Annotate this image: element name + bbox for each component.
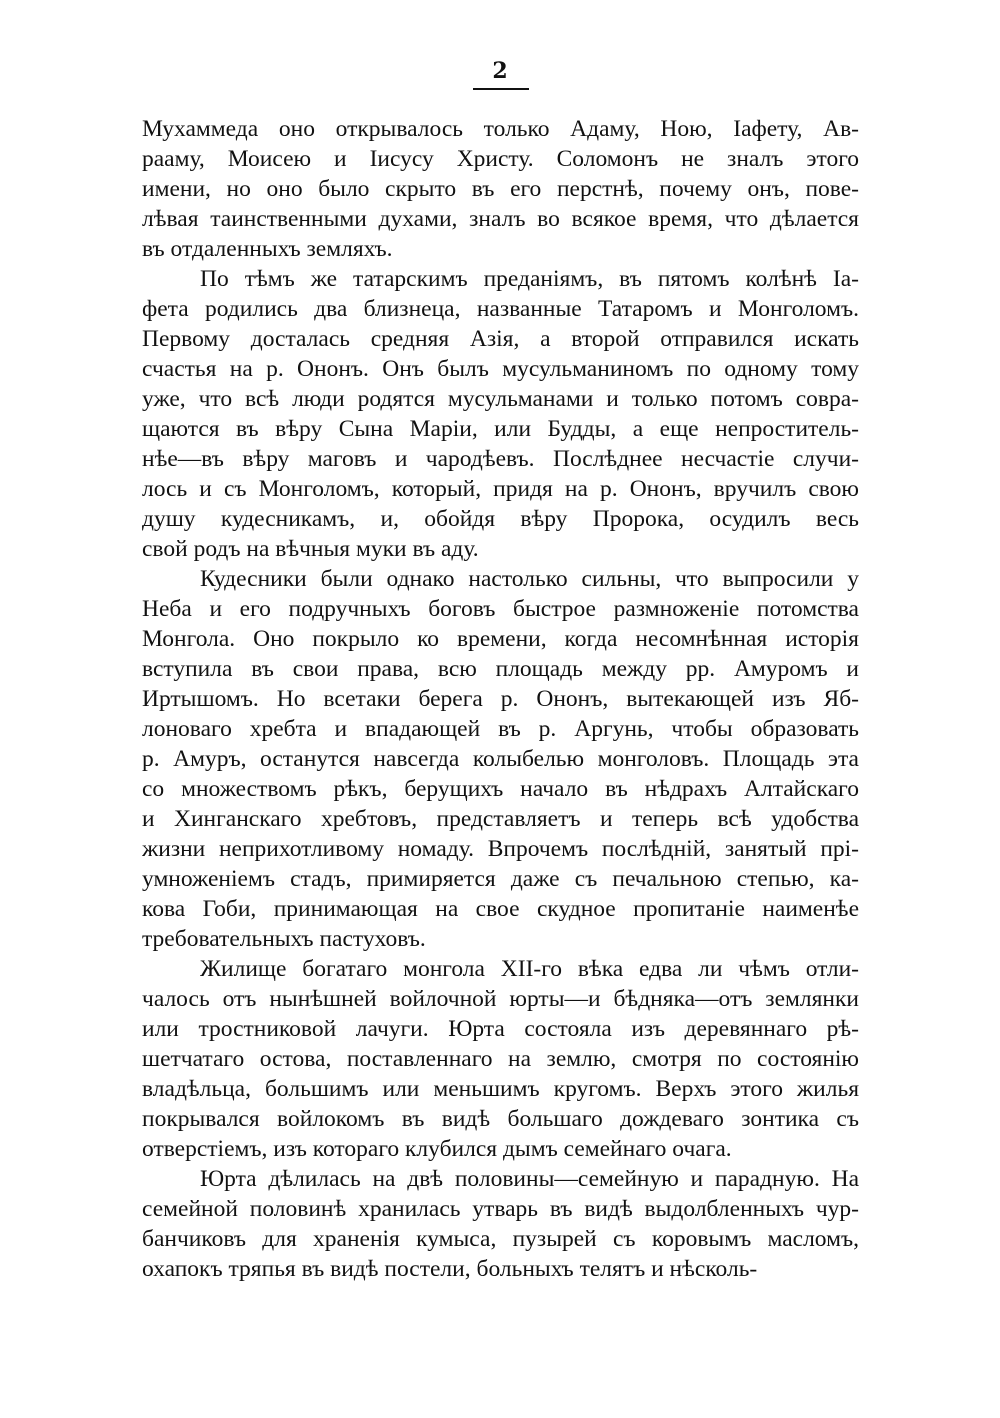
text-line: жизни неприхотливому номаду. Впрочемъ послѣдній, занятый прі- (142, 836, 859, 862)
text-line: чалось отъ нынѣшней войлочной юрты—и бѣдняка—отъ землянки (142, 986, 859, 1012)
text-line: Первому досталась средняя Азія, а второй отправился искать (142, 326, 859, 352)
text-line: щаются въ вѣру Сына Маріи, или Будды, а еще непроститель- (142, 416, 859, 442)
text-line: со множествомъ рѣкъ, берущихъ начало въ нѣдрахъ Алтайскаго (142, 776, 859, 802)
page-number: 2 (492, 58, 508, 84)
text-line: охапокъ тряпья въ видѣ постели, больныхъ телятъ и нѣсколь- (142, 1256, 758, 1282)
text-line: фета родились два близнеца, названные Татаромъ и Монголомъ. (142, 296, 859, 322)
text-line: свой родъ на вѣчныя муки въ аду. (142, 536, 479, 562)
text-line: Жилище богатаго монгола XII-го вѣка едва ли чѣмъ отли- (200, 956, 859, 982)
text-line: лоноваго хребта и впадающей въ р. Аргунь, чтобы образовать (142, 716, 859, 742)
text-line: Иртышомъ. Но всетаки берега р. Ононъ, вытекающей изъ Яб- (142, 686, 859, 712)
text-line: и Хинганскаго хребтовъ, представляетъ и теперь всѣ удобства (142, 806, 859, 832)
paragraph (142, 564, 859, 954)
paragraph (142, 114, 859, 264)
text-line: Юрта дѣлилась на двѣ половины—семейную и парадную. На (200, 1166, 859, 1192)
text-line: рааму, Моисею и Іисусу Христу. Соломонъ не зналъ этого (142, 146, 859, 172)
text-line: уже, что всѣ люди родятся мусульманами и только потомъ совра- (142, 386, 859, 412)
text-line: кова Гоби, принимающая на свое скудное пропитаніе наименѣе (142, 896, 859, 922)
text-line: семейной половинѣ хранилась утварь въ видѣ выдолбленныхъ чур- (142, 1196, 859, 1222)
text-line: Кудесники были однако настолько сильны, что выпросили у (200, 566, 859, 592)
text-line: Неба и его подручныхъ боговъ быстрое размноженіе потомства (142, 596, 859, 622)
text-line: По тѣмъ же татарскимъ преданіямъ, въ пятомъ колѣнѣ Іа- (200, 266, 859, 292)
text-line: владѣльца, большимъ или меньшимъ кругомъ. Верхъ этого жилья (142, 1076, 859, 1102)
text-line: душу кудесникамъ, и, обойдя вѣру Пророка, осудилъ весь (142, 506, 859, 532)
text-line: шетчатаго остова, поставленнаго на землю, смотря по состоянію (142, 1046, 859, 1072)
text-line: нѣе—въ вѣру маговъ и чародѣевъ. Послѣднее несчастіе случи- (142, 446, 859, 472)
paragraph (142, 954, 859, 1164)
paragraph (142, 1164, 859, 1284)
text-line: банчиковъ для храненія кумыса, пузырей съ коровымъ масломъ, (142, 1226, 859, 1252)
paragraph (142, 264, 859, 564)
page-number-rule (473, 88, 529, 90)
text-line: или тростниковой лачуги. Юрта состояла изъ деревяннаго рѣ- (142, 1016, 859, 1042)
text-line: покрывался войлокомъ въ видѣ большаго дождеваго зонтика съ (142, 1106, 859, 1132)
text-line: лѣвая таинственными духами, зналъ во всякое время, что дѣлается (142, 206, 859, 232)
text-line: Мухаммеда оно открывалось только Адаму, Ною, Іафету, Ав- (142, 116, 859, 142)
text-line: отверстіемъ, изъ котораго клубился дымъ семейнаго очага. (142, 1136, 732, 1162)
text-line: р. Амуръ, останутся навсегда колыбелью монголовъ. Площадь эта (142, 746, 859, 772)
text-line: умноженіемъ стадъ, примиряется даже съ печальною степью, ка- (142, 866, 859, 892)
body-text (142, 114, 859, 1284)
text-line: имени, но оно было скрыто въ его перстнѣ, почему онъ, пове- (142, 176, 859, 202)
text-line: въ отдаленныхъ земляхъ. (142, 236, 393, 262)
text-line: требовательныхъ пастуховъ. (142, 926, 426, 952)
text-line: счастья на р. Ононъ. Онъ былъ мусульманиномъ по одному тому (142, 356, 859, 382)
text-line: вступила въ свои права, всю площадь между рр. Амуромъ и (142, 656, 859, 682)
text-line: Монгола. Оно покрыло ко времени, когда несомнѣнная исторія (142, 626, 859, 652)
text-line: лось и съ Монголомъ, который, придя на р. Ононъ, вручилъ свою (142, 476, 859, 502)
